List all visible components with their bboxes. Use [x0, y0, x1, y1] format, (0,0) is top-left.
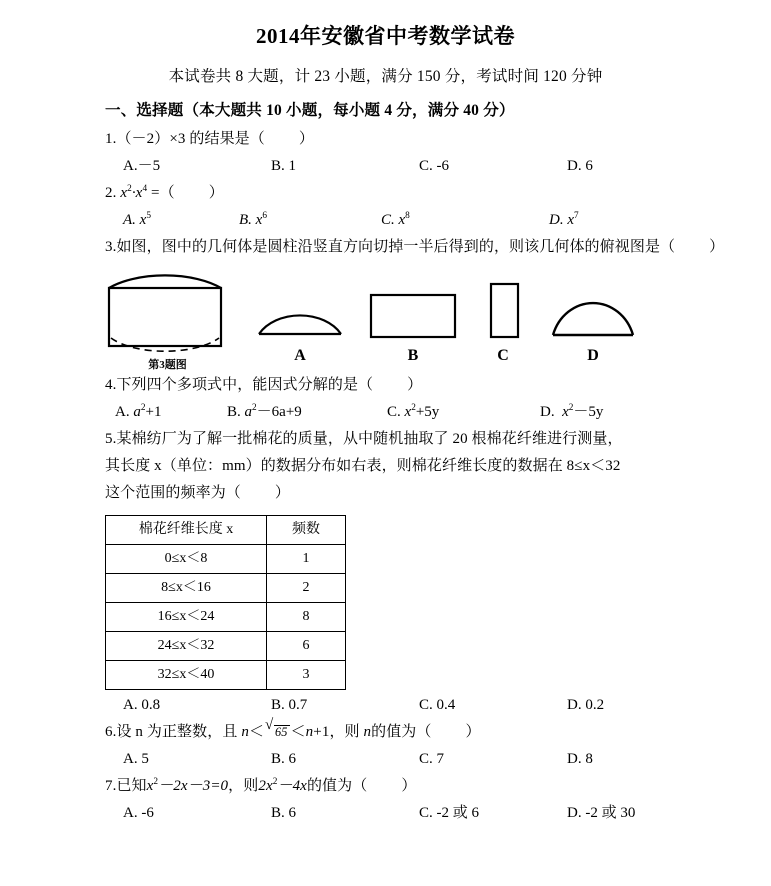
question-7-expr-1: －2x－3=0 [158, 778, 229, 794]
figure-option-d[interactable] [543, 282, 643, 364]
question-2-exp-1: 2 [127, 184, 132, 194]
question-5-options [123, 692, 757, 719]
option-5-a[interactable]: A. 0.8 [123, 697, 161, 713]
question-6-text-post: ，则 [329, 724, 360, 740]
question-2-exp-2: 4 [142, 184, 148, 194]
option-2-d[interactable]: D. $x^7$ [549, 211, 579, 228]
table-row [106, 603, 346, 632]
question-7-number: 7. [105, 778, 117, 794]
question-1-options [123, 153, 757, 180]
table-cell-range: 24≤x＜32 [106, 632, 267, 661]
option-5-c[interactable]: C. 0.4 [419, 697, 456, 713]
question-3-number: 3. [105, 239, 117, 255]
question-7-exp-2: 2 [272, 777, 278, 787]
question-6-paren-close: ） [465, 724, 481, 740]
question-3-figures [105, 267, 757, 372]
option-4-b[interactable]: B. $a^2-6a+9$ [227, 403, 302, 420]
option-4-d[interactable]: D. $x^2-5y$ [540, 403, 604, 420]
page-title: 2014年安徽省中考数学试卷 [256, 24, 515, 48]
wide-rectangle-icon [368, 290, 458, 340]
question-4-stem [105, 372, 757, 399]
section-heading-choice: 一、选择题（本大题共 10 小题，每小题 4 分，满分 40 分） [105, 102, 515, 119]
option-7-c[interactable]: C. -2 或 6 [419, 805, 480, 821]
question-5-stem-line3 [105, 480, 757, 507]
table-header-frequency: 频数 [267, 516, 346, 545]
question-3-stem [105, 234, 745, 261]
shallow-dome-icon [255, 290, 345, 340]
question-4-options [115, 399, 757, 426]
question-2-number: 2. [105, 185, 117, 201]
option-1-c[interactable]: C. -6 [419, 158, 449, 174]
table-cell-range: 32≤x＜40 [106, 661, 267, 690]
option-5-b[interactable]: B. 0.7 [271, 697, 308, 713]
question-1-text: （－2）×3 的结果是（ [116, 131, 265, 147]
question-1-number: 1. [105, 131, 117, 147]
option-7-d[interactable]: D. -2 或 30 [567, 805, 636, 821]
figure-option-b[interactable] [363, 290, 463, 364]
question-4-text: 下列四个多项式中，能因式分解的是（ [116, 377, 374, 393]
tall-rectangle-icon [480, 282, 526, 340]
option-1-b[interactable]: B. 1 [271, 158, 297, 174]
question-4-paren-close: ） [407, 377, 423, 393]
question-6-lt-1: ＜ [248, 724, 265, 740]
table-cell-range: 16≤x＜24 [106, 603, 267, 632]
table-header-row [106, 516, 346, 545]
option-2-a[interactable]: A. $x^5$ [123, 211, 151, 228]
table-row [106, 632, 346, 661]
question-5-paren-close: ） [274, 485, 291, 501]
question-5-number: 5. [105, 431, 117, 447]
figure-half-cylinder [105, 264, 230, 372]
question-7-stem [105, 773, 757, 800]
question-7-options [123, 800, 757, 827]
question-6-var-n3: n [363, 724, 372, 740]
question-3-paren-close: ） [709, 239, 725, 255]
semicircle-dome-icon [548, 282, 638, 340]
question-1-stem [105, 126, 757, 153]
table-row [106, 661, 346, 690]
question-5-text-1: 某棉纺厂为了解一批棉花的质量，从中随机抽取了 20 根棉花纤维进行测量， [116, 431, 623, 447]
option-6-a[interactable]: A. 5 [123, 751, 149, 767]
figure-label-a: A [294, 347, 306, 364]
option-7-b[interactable]: B. 6 [271, 805, 297, 821]
exam-page [0, 22, 771, 886]
question-6-number: 6. [105, 724, 117, 740]
radical-sign-icon: √ [265, 717, 274, 733]
question-6-text-pre: 设 n 为正整数，且 [116, 724, 238, 740]
question-3-text: 如图，图中的几何体是圆柱沿竖直方向切掉一半后得到的，则该几何体的俯视图是（ [116, 239, 676, 255]
figure-label-b: B [407, 347, 419, 364]
figure-option-c[interactable] [473, 282, 533, 364]
question-5-stem-line1 [105, 426, 757, 453]
question-6-var-n1: n [241, 724, 249, 740]
question-7-text-tail: 的值为（ [306, 778, 368, 794]
question-2-options [123, 207, 757, 234]
option-4-c[interactable]: C. $x^2+5y$ [387, 403, 440, 420]
frequency-table-wrap [105, 515, 757, 690]
table-row [106, 545, 346, 574]
question-7-expr-3: －4x [277, 778, 307, 794]
question-7-comma: ，则 [228, 778, 259, 794]
question-7-var-x: x [146, 778, 154, 794]
question-6-var-n2: n [305, 724, 314, 740]
question-5-text-3: 这个范围的频率为（ [105, 485, 241, 501]
question-2-var-1: x [120, 185, 128, 201]
question-6-stem [105, 719, 757, 746]
question-2-paren-close: ） [208, 185, 224, 201]
question-6-lt-2: ＜ [290, 724, 306, 740]
half-cylinder-svg [105, 264, 230, 352]
frequency-table [105, 515, 346, 690]
frequency-table-body [106, 545, 346, 690]
figure-label-d: D [587, 347, 599, 364]
exam-body [105, 98, 757, 827]
table-cell-range: 8≤x＜16 [106, 574, 267, 603]
question-7-paren-close: ） [401, 778, 417, 794]
option-2-b[interactable]: B. $x^6$ [239, 211, 267, 228]
table-cell-range: 0≤x＜8 [106, 545, 267, 574]
question-7-text-pre: 已知 [116, 778, 147, 794]
table-row [106, 574, 346, 603]
figure-3-caption: 第3题图 [148, 359, 187, 371]
question-6-sqrt [265, 719, 290, 746]
option-6-d[interactable]: D. 8 [567, 751, 593, 767]
question-2-stem [105, 180, 757, 207]
question-6-plus-one: +1 [313, 724, 330, 740]
option-7-a[interactable]: A. -6 [123, 805, 154, 821]
option-1-d[interactable]: D. 6 [567, 158, 593, 174]
option-6-b[interactable]: B. 6 [271, 751, 297, 767]
question-6-radicand: 65 [275, 725, 288, 739]
option-5-d[interactable]: D. 0.2 [567, 697, 605, 713]
table-header-length: 棉花纤维长度 x [106, 516, 267, 545]
table-cell-frequency: 2 [267, 574, 346, 603]
option-1-a[interactable]: A.－5 [123, 158, 161, 174]
question-6-options [123, 746, 757, 773]
question-7-exp-1: 2 [153, 777, 159, 787]
question-7-expr-2: 2x [258, 778, 273, 794]
question-4-number: 4. [105, 377, 117, 393]
question-2-var-2: ·x [131, 185, 143, 201]
table-cell-frequency: 1 [267, 545, 346, 574]
exam-subtitle: 本试卷共 8 大题，计 23 小题，满分 150 分，考试时间 120 分钟 [168, 68, 603, 85]
question-5-stem-line2: 其长度 x（单位：mm）的数据分布如右表，则棉花纤维长度的数据在 8≤x＜32 [105, 458, 621, 474]
question-6-text-tail: 的值为（ [371, 724, 432, 740]
option-6-c[interactable]: C. 7 [419, 751, 445, 767]
figure-label-c: C [497, 347, 509, 364]
question-1-paren-close: ） [298, 131, 314, 147]
option-2-c[interactable]: C. $x^8$ [381, 211, 410, 228]
option-4-a[interactable]: A. $a^2+1$ [115, 403, 162, 420]
figure-option-a[interactable] [255, 290, 345, 364]
question-2-equals: =（ [151, 185, 175, 201]
table-cell-frequency: 3 [267, 661, 346, 690]
table-cell-frequency: 8 [267, 603, 346, 632]
table-cell-frequency: 6 [267, 632, 346, 661]
